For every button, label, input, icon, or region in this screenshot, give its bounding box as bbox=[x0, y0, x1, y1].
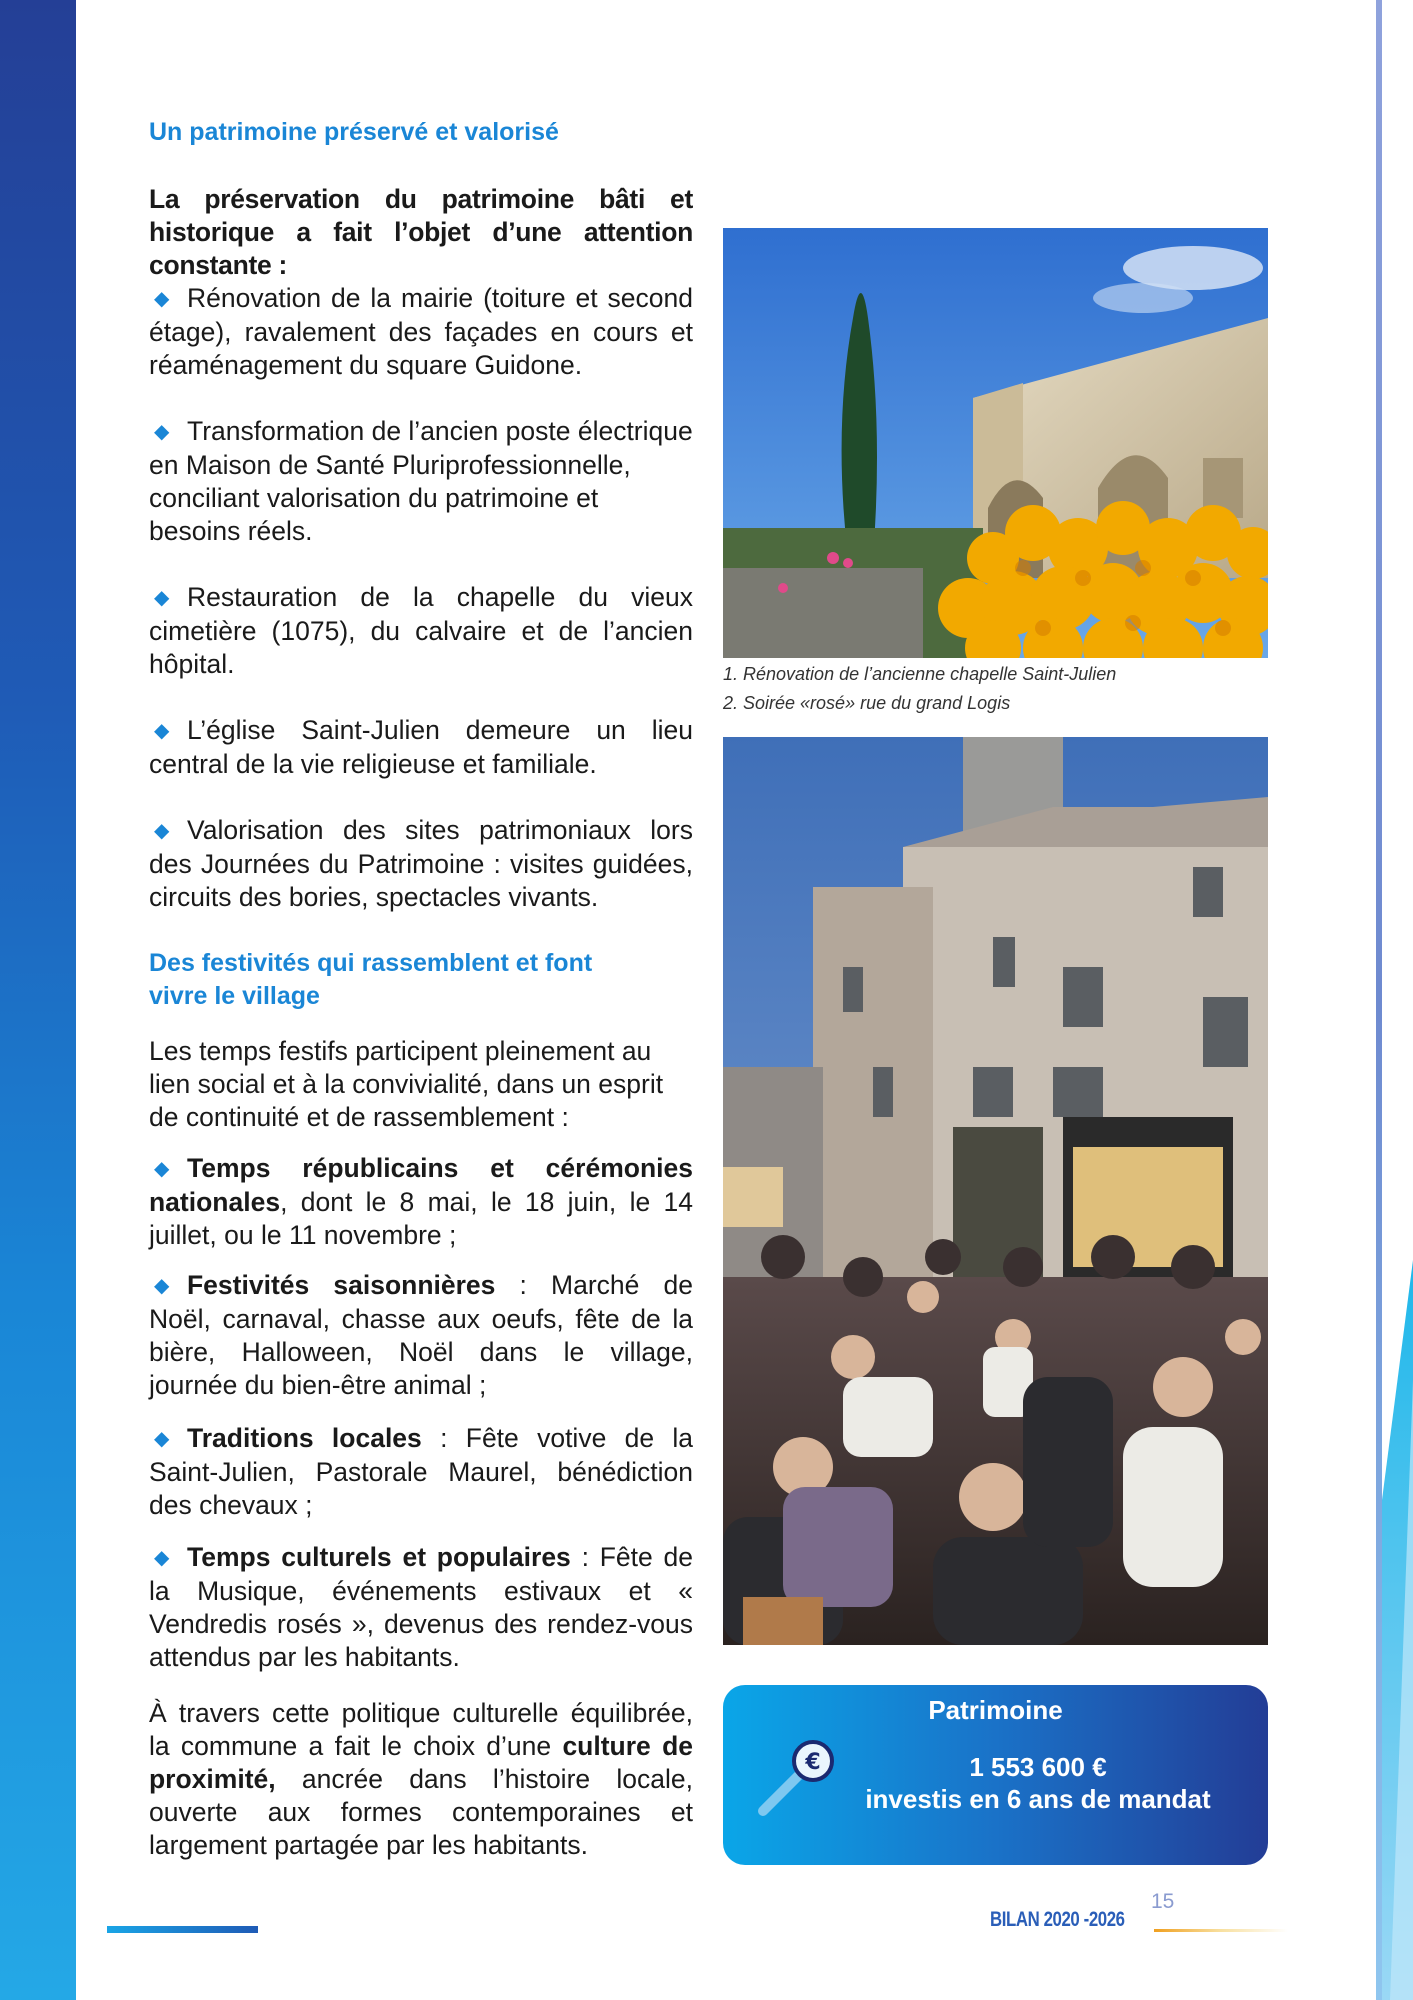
stat-title: Patrimoine bbox=[928, 1695, 1063, 1725]
page-number: 15 bbox=[1151, 1890, 1175, 1913]
photo-caption-2: 2. Soirée «rosé» rue du grand Logis bbox=[723, 693, 1011, 713]
diamond-bullet-icon: ◆ bbox=[154, 1428, 170, 1450]
list-item: ◆ Transformation de l’ancien poste électrique en Maison de Santé Pluriprofessionnelle, conciliant valorisation du patrimoine et besoins réels. bbox=[149, 416, 693, 546]
list-item: ◆ L’église Saint-Julien demeure un lieu central de la vie religieuse et familiale. bbox=[149, 715, 693, 779]
list-item: ◆ Festivités saisonnières : Marché de Noël, carnaval, chasse aux oeufs, fête de la bière, Halloween, Noël dans le village, journée du bien-être animal ; bbox=[149, 1270, 693, 1400]
stat-amount: 1 553 600 € investis en 6 ans de mandat bbox=[865, 1752, 1211, 1814]
diamond-bullet-icon: ◆ bbox=[154, 288, 170, 310]
left-decorative-band bbox=[0, 0, 76, 2000]
footer-title: BILAN 2020 -2026 bbox=[990, 1908, 1125, 1931]
intro-patrimoine: La préservation du patrimoine bâti et historique a fait l’objet d’une attention constante : bbox=[149, 184, 693, 280]
list-item: ◆ Traditions locales : Fête votive de la Saint-Julien, Pastorale Maurel, bénédiction des chevaux ; bbox=[149, 1423, 694, 1520]
list-item: ◆ Restauration de la chapelle du vieux cimetière (1075), du calvaire et de l’ancien hôpital. bbox=[149, 582, 693, 679]
diamond-bullet-icon: ◆ bbox=[154, 1275, 170, 1297]
photo-soiree-rose bbox=[723, 737, 1268, 1645]
diamond-bullet-icon: ◆ bbox=[154, 421, 170, 443]
footer-accent-line bbox=[1154, 1929, 1288, 1932]
list-item: ◆ Temps culturels et populaires : Fête de la Musique, événements estivaux et « Vendredis rosés », devenus des rendez-vous attendus par les habitants. bbox=[149, 1542, 693, 1672]
list-item: ◆ Temps républicains et cérémonies nationales, dont le 8 mai, le 18 juin, le 14 juillet, ou le 11 novembre ; bbox=[149, 1153, 693, 1250]
section-heading-patrimoine: Un patrimoine préservé et valorisé bbox=[149, 118, 559, 146]
photo-caption-1: 1. Rénovation de l’ancienne chapelle Saint-Julien bbox=[723, 664, 1117, 684]
section-heading-festivites: Des festivités qui rassemblent et font vivre le village bbox=[149, 949, 593, 1010]
stat-box-patrimoine bbox=[723, 1685, 1268, 1865]
conclusion-paragraph: À travers cette politique culturelle équilibrée, la commune a fait le choix d’une culture de proximité, ancrée dans l’histoire locale, ouverte aux formes contemporaines et largement partagée par les habitants. bbox=[149, 1698, 694, 1860]
photo-chapelle-saint-julien bbox=[723, 228, 1268, 658]
diamond-bullet-icon: ◆ bbox=[154, 720, 170, 742]
bottom-accent-bar bbox=[107, 1926, 258, 1933]
diamond-bullet-icon: ◆ bbox=[154, 1547, 170, 1569]
list-item: ◆ Valorisation des sites patrimoniaux lors des Journées du Patrimoine : visites guidées, circuits des bories, spectacles vivants. bbox=[149, 815, 693, 912]
diamond-bullet-icon: ◆ bbox=[154, 587, 170, 609]
svg-text:€: € bbox=[805, 1750, 821, 1775]
right-decorative-triangle bbox=[1382, 0, 1413, 2000]
intro-festivites: Les temps festifs participent pleinement au lien social et à la convivialité, dans un esprit de continuité et de rassemblement : bbox=[149, 1036, 664, 1132]
list-item: ◆ Rénovation de la mairie (toiture et second étage), ravalement des façades en cours et réaménagement du square Guidone. bbox=[149, 283, 693, 380]
diamond-bullet-icon: ◆ bbox=[154, 1158, 170, 1180]
diamond-bullet-icon: ◆ bbox=[154, 820, 170, 842]
